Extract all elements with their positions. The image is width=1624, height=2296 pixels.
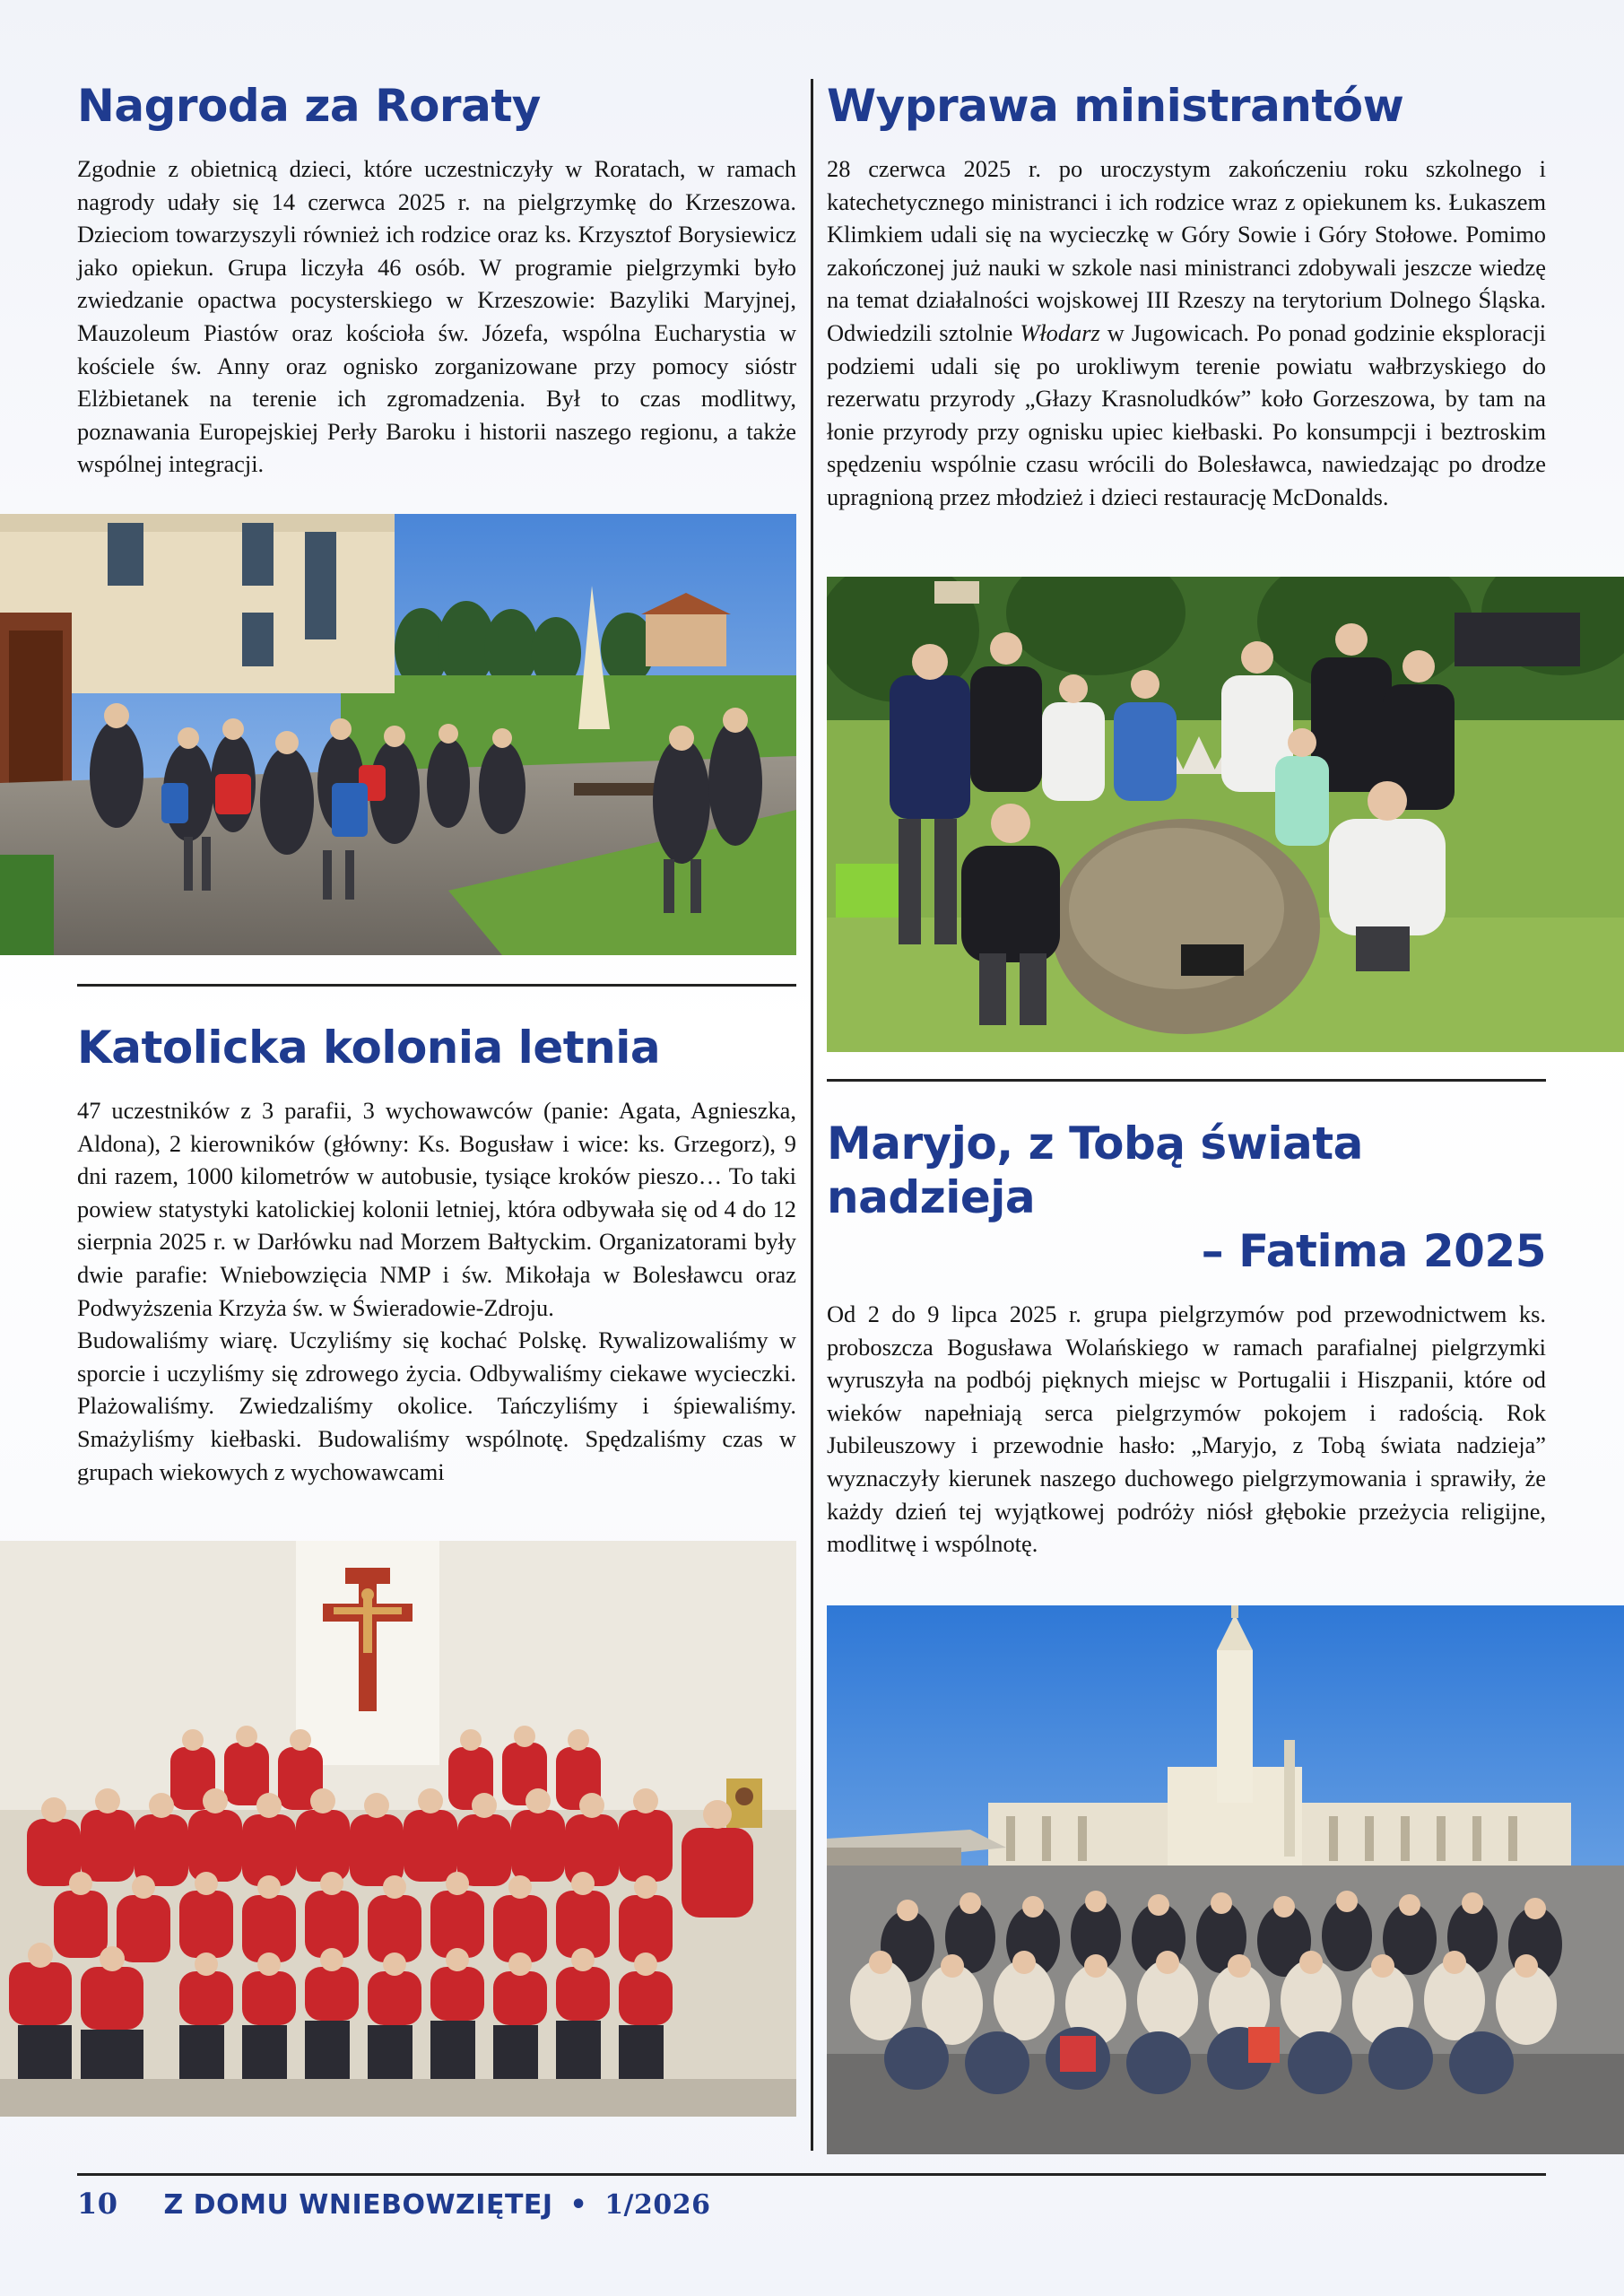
article-body xyxy=(827,152,1546,514)
article-body: Zgodnie z obietnicą dzieci, które uczestniczyły w Roratach, w ramach nagrody udały się 14 czerwca 2025 r. na pielgrzymkę do Krzeszowa. Dzieciom towarzyszyli również ich rodzice oraz ks. Krzysztof Borysiewicz jako opiekun. Grupa liczyła 46 osób. W programie pielgrzymki było zwiedzanie opactwa pocysterskiego w Krzeszowie: Bazyliki Maryjnej, Mauzoleum Piastów oraz kościoła św. Józefa, wspólna Eucharystia w kościele św. Anny oraz ognisko zorganizowane przy pomocy sióstr Elżbietanek na terenie ich zgromadzenia. Był to czas modlitwy, poznawania Europejskiej Perły Baroku i historii naszego regionu, a także wspólnej integracji. xyxy=(77,155,796,478)
article-paragraph: Budowaliśmy wiarę. Uczyliśmy się kochać Polskę. Rywalizowaliśmy w sporcie i uczyliśmy się zdrowego życia. Odbywaliśmy ciekawe wycieczki. Plażowaliśmy. Zwiedzaliśmy okolice. Tańczyliśmy i śpiewaliśmy. Smażyliśmy kiełbaski. Budowaliśmy wspólnotę. Spędzaliśmy czas w grupach wiekowych z wychowawcami xyxy=(77,1326,796,1485)
article-body: Od 2 do 9 lipca 2025 r. grupa pielgrzymów pod przewodnictwem ks. proboszcza Bogusława Wolańskiego w ramach parafialnej pielgrzymki wyruszyła na podbój pięknych miejsc w Portugalii i Hiszpanii, które od wieków napełniają serca pielgrzymów pokojem i radością. Rok Jubileuszowy i przewodnie hasło: „Maryjo, z Tobą świata nadzieja” wyznaczyły kierunek naszego duchowego pielgrzymowania i sprawiły, że każdy dzień tej wyjątkowej podróży niósł głębokie przeżycia religijne, modlitwę i wspólnotę. xyxy=(827,1300,1546,1558)
article-kolonia xyxy=(77,1021,796,1488)
photo-ministranci-group xyxy=(827,577,1624,1052)
article-roraty xyxy=(77,79,796,481)
footer xyxy=(77,2187,711,2221)
article-title: Nagroda za Roraty xyxy=(77,80,541,132)
article-title: Katolicka kolonia letnia xyxy=(77,1022,661,1074)
page-number: 10 xyxy=(77,2187,118,2221)
article-title-line1: Maryjo, z Tobą świata nadzieja xyxy=(827,1118,1363,1223)
article-fatima xyxy=(827,1117,1546,1561)
article-paragraph: 47 uczestników z 3 parafii, 3 wychowawców (panie: Agata, Agnieszka, Aldona), 2 kierowników (główny: Ks. Bogusław i wice: ks. Grzegorz), 9 dni razem, 1000 kilometrów w autobusie, tysiące kroków pieszo… To taki powiew statystyki katolickiej kolonii letniej, która odbywała się od 4 do 12 sierpnia 2025 r. w Darłówku nad Morzem Bałtyckim. Organizatorami były dwie parafie: Wniebowzięcia NMP i św. Mikołaja w Bolesławcu oraz Podwyższenia Krzyża św. w Świeradowie-Zdroju. xyxy=(77,1097,796,1321)
section-rule xyxy=(77,984,796,987)
footer-rule xyxy=(77,2173,1546,2176)
article-title: Wyprawa ministrantów xyxy=(827,80,1404,132)
photo-kolonia-group xyxy=(0,1541,796,2117)
article-text: w Jugowicach. Po ponad godzinie eksploracji podziemi udali się po urokliwym terenie powiatu wałbrzyskiego do rezerwatu przyrody „Głazy Krasnoludków” koło Gorzeszowa, by tam na łonie przyrody przy ognisku upiec kiełbaski. Po konsumpcji i beztroskim spędzeniu wspólnie czasu wrócili do Bolesławca, nawiedzając po drodze upragnioną przez młodzież i dzieci restaurację McDonalds. xyxy=(827,318,1546,510)
section-rule xyxy=(827,1079,1546,1082)
article-text: 28 czerwca 2025 r. po uroczystym zakończeniu roku szkolnego i katechetycznego ministranci i ich rodzice wraz z opiekunem ks. Łukaszem Klimkiem udali się na wycieczkę w Góry Sowie i Góry Stołowe. Pomimo zakończonej już nauki w szkole nasi ministranci zdobywali jeszcze wiedzę na temat działalności wojskowej III Rzeszy na terytorium Dolnego Śląska. Odwiedzili sztolnie xyxy=(827,155,1546,346)
article-title-line2: – Fatima 2025 xyxy=(1201,1225,1546,1277)
column-divider xyxy=(811,79,813,2151)
issue-number: 1/2026 xyxy=(604,2189,711,2221)
article-ministranci xyxy=(827,79,1546,514)
magazine-name: Z DOMU WNIEBOWZIĘTEJ xyxy=(163,2189,553,2221)
article-body xyxy=(77,1094,796,1488)
article-text-italic: Włodarz xyxy=(1020,318,1100,346)
photo-fatima-group xyxy=(827,1605,1624,2154)
footer-separator: • xyxy=(569,2189,588,2221)
photo-krzeszow-group xyxy=(0,514,796,955)
